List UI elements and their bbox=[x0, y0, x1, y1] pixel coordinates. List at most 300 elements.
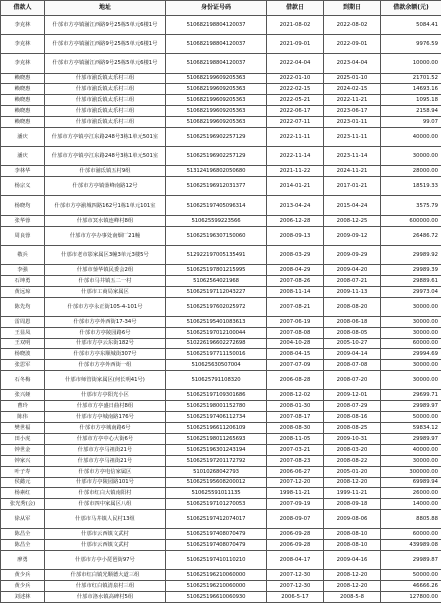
id-number-cell: 510682199609205363 bbox=[166, 84, 267, 95]
table-row bbox=[1, 73, 441, 84]
due-date-cell: 2025-01-10 bbox=[324, 73, 381, 84]
balance-cell: 26486.72 bbox=[381, 226, 441, 245]
address-cell: 什邡市蓥华镇民委会2组 bbox=[45, 264, 166, 275]
table-row bbox=[1, 423, 441, 434]
balance-cell: 10000.00 bbox=[381, 54, 441, 73]
due-date-cell: 2008-08-25 bbox=[324, 423, 381, 434]
loan-date-cell: 2008-09-13 bbox=[267, 226, 324, 245]
id-number-cell: 510625197408070479 bbox=[166, 529, 267, 540]
id-number-cell: 510625197012100044 bbox=[166, 327, 267, 338]
table-row bbox=[1, 338, 441, 349]
loan-date-cell: 2007-08-17 bbox=[267, 412, 324, 423]
table-row bbox=[1, 510, 441, 529]
borrower-cell: 杨宗义 bbox=[1, 177, 45, 196]
id-number-cell: 510625195608200012 bbox=[166, 477, 267, 488]
due-date-cell: 2024-11-21 bbox=[324, 166, 381, 177]
table-row bbox=[1, 177, 441, 196]
id-number-cell: 510625599223566 bbox=[166, 215, 267, 226]
loan-date-cell: 2008-04-29 bbox=[267, 264, 324, 275]
loan-date-cell: 2008-11-05 bbox=[267, 433, 324, 444]
due-date-cell: 2008-08-22 bbox=[324, 455, 381, 466]
address-cell: 什邡市湔氐镇太乐村三组 bbox=[45, 84, 166, 95]
address-cell: 什邡市方亭镇蓥峰南路12号 bbox=[45, 177, 166, 196]
address-cell: 什邡市方亭镇湔江西路9号25栋5单元6楼1号 bbox=[45, 54, 166, 73]
table-row bbox=[1, 433, 441, 444]
borrower-cell: 赖晓惠 bbox=[1, 95, 45, 106]
address-cell: 什邡市方亭镇湔江西路9号25栋5单元6楼1号 bbox=[45, 35, 166, 54]
table-row bbox=[1, 316, 441, 327]
loan-date-cell: 2021-09-01 bbox=[267, 35, 324, 54]
loan-date-cell: 2014-01-21 bbox=[267, 177, 324, 196]
due-date-cell: 2008-5-8 bbox=[324, 592, 381, 603]
id-number-cell: 510682198804120037 bbox=[166, 16, 267, 35]
balance-cell: 21701.52 bbox=[381, 73, 441, 84]
id-number-cell: 510682199609205363 bbox=[166, 73, 267, 84]
address-cell: 什邡市湔氐镇太乐村三组 bbox=[45, 73, 166, 84]
due-date-cell: 2008-12-20 bbox=[324, 570, 381, 581]
id-number-cell: 510226196602272698 bbox=[166, 338, 267, 349]
due-date-cell: 2022-09-01 bbox=[324, 35, 381, 54]
borrower-cell: 侯懿元 bbox=[1, 477, 45, 488]
address-cell: 什邡市方亭电信家属区 bbox=[45, 466, 166, 477]
loan-date-cell: 2007-09-19 bbox=[267, 499, 324, 510]
balance-cell: 14000.00 bbox=[381, 499, 441, 510]
table-row bbox=[1, 570, 441, 581]
table-row bbox=[1, 444, 441, 455]
due-date-cell: 2008-08-05 bbox=[324, 327, 381, 338]
table-row bbox=[1, 499, 441, 510]
balance-cell: 59834.12 bbox=[381, 423, 441, 434]
id-number-cell: 510625198011265693 bbox=[166, 433, 267, 444]
id-number-cell: 510625196307150060 bbox=[166, 226, 267, 245]
loan-date-cell: 2007-03-21 bbox=[267, 444, 324, 455]
borrower-cell: 刘述林 bbox=[1, 592, 45, 603]
due-date-cell: 2009-09-12 bbox=[324, 226, 381, 245]
table-row bbox=[1, 196, 441, 215]
id-number-cell: 510625197801215995 bbox=[166, 264, 267, 275]
borrower-cell: 陈昌全 bbox=[1, 529, 45, 540]
address-cell: 什邡市方亭盛日曲村8组 bbox=[45, 401, 166, 412]
due-date-cell: 2008-12-25 bbox=[324, 215, 381, 226]
balance-cell: 29989.87 bbox=[381, 551, 441, 570]
table-row bbox=[1, 95, 441, 106]
address-cell: 什邡市方亭马祖街21号 bbox=[45, 455, 166, 466]
borrower-cell: 张华蓉 bbox=[1, 215, 45, 226]
balance-cell: 30000.00 bbox=[381, 455, 441, 466]
borrower-cell: 杨素红 bbox=[1, 488, 45, 499]
borrower-cell: 赖晓惠 bbox=[1, 117, 45, 128]
id-number-cell: 510682199609205363 bbox=[166, 117, 267, 128]
table-row bbox=[1, 412, 441, 423]
borrower-cell: 石冬梅 bbox=[1, 371, 45, 390]
due-date-cell: 2009-09-29 bbox=[324, 245, 381, 264]
due-date-cell: 2008-08-10 bbox=[324, 529, 381, 540]
table-row bbox=[1, 286, 441, 297]
address-cell: 什邡市湔氐镇太乐村三组 bbox=[45, 117, 166, 128]
address-cell: 什邡市老市影家属区3幢3单元3楼5号 bbox=[45, 245, 166, 264]
table-row bbox=[1, 117, 441, 128]
table-row bbox=[1, 245, 441, 264]
borrower-cell: 张兴娅 bbox=[1, 390, 45, 401]
due-date-cell: 2015-04-24 bbox=[324, 196, 381, 215]
table-row bbox=[1, 275, 441, 286]
loan-date-cell: 2022-01-10 bbox=[267, 73, 324, 84]
id-number-cell: 510625196902257129 bbox=[166, 147, 267, 166]
address-cell: 什邡市方亭小琵琶街97号 bbox=[45, 551, 166, 570]
id-number-cell: 510625197406112734 bbox=[166, 412, 267, 423]
borrower-cell: 王双明 bbox=[1, 338, 45, 349]
borrower-cell: 黄少兵 bbox=[1, 570, 45, 581]
balance-cell: 300000.00 bbox=[381, 466, 441, 477]
id-number-cell: 513124196802050680 bbox=[166, 166, 267, 177]
borrower-cell: 陈伟 bbox=[1, 412, 45, 423]
id-number-cell: 510625197112043227 bbox=[166, 286, 267, 297]
address-cell: 什邡市师管街家属区(何长明41号) bbox=[45, 371, 166, 390]
id-number-cell: 510625196210060000 bbox=[166, 570, 267, 581]
borrower-cell: 杨晓均 bbox=[1, 196, 45, 215]
due-date-cell: 2005-01-20 bbox=[324, 466, 381, 477]
address-cell: 什邡市方亭镇湔江西路9号25栋5单元6楼1号 bbox=[45, 16, 166, 35]
table-row bbox=[1, 54, 441, 73]
borrower-cell: 潘庆 bbox=[1, 128, 45, 147]
header-row bbox=[1, 1, 441, 16]
loan-date-cell: 2008-11-14 bbox=[267, 286, 324, 297]
due-date-cell: 2008-12-20 bbox=[324, 581, 381, 592]
loan-date-cell: 2022-11-14 bbox=[267, 147, 324, 166]
borrower-cell: 王显凤 bbox=[1, 327, 45, 338]
balance-cell: 5084.41 bbox=[381, 16, 441, 35]
balance-cell: 69989.94 bbox=[381, 477, 441, 488]
borrower-cell: 周良蓉 bbox=[1, 226, 45, 245]
borrower-cell: 石坤勇 bbox=[1, 275, 45, 286]
loan-date-cell: 2004-10-28 bbox=[267, 338, 324, 349]
table-row bbox=[1, 455, 441, 466]
address-cell: 什邡市云西镇文武村 bbox=[45, 540, 166, 551]
borrower-cell: 张光秀(会) bbox=[1, 499, 45, 510]
table-row bbox=[1, 147, 441, 166]
id-number-cell: 510625197410110210 bbox=[166, 551, 267, 570]
due-date-cell: 2008-07-20 bbox=[324, 371, 381, 390]
borrower-cell: 叶子寿 bbox=[1, 466, 45, 477]
balance-cell: 30000.00 bbox=[381, 297, 441, 316]
borrower-cell: 雷周恩 bbox=[1, 316, 45, 327]
address-cell: 什邡市红白镇清泉村三组 bbox=[45, 581, 166, 592]
table-row bbox=[1, 106, 441, 117]
borrower-cell: 李克林 bbox=[1, 54, 45, 73]
header-due-date: 到期日 bbox=[324, 1, 381, 16]
borrower-cell: 钟世金 bbox=[1, 444, 45, 455]
due-date-cell: 2008-07-21 bbox=[324, 275, 381, 286]
loan-date-cell: 2008-04-15 bbox=[267, 349, 324, 360]
borrower-cell: 敬兵 bbox=[1, 245, 45, 264]
balance-cell: 30000.00 bbox=[381, 316, 441, 327]
balance-cell: 29989.92 bbox=[381, 245, 441, 264]
address-cell: 什邡市四中家属区八组 bbox=[45, 499, 166, 510]
balance-cell: 29889.61 bbox=[381, 275, 441, 286]
loan-date-cell: 2007-12-30 bbox=[267, 581, 324, 592]
id-number-cell: 510625198001152780 bbox=[166, 401, 267, 412]
borrower-cell: 陈先均 bbox=[1, 297, 45, 316]
address-cell: 什邡市方亭东顺城街307号 bbox=[45, 349, 166, 360]
loan-date-cell: 2008-01-30 bbox=[267, 401, 324, 412]
loan-date-cell: 2007-08-08 bbox=[267, 327, 324, 338]
loan-date-cell: 2007-06-19 bbox=[267, 316, 324, 327]
address-cell: 什邡市方亭湔城四路162号1栋1单元101室 bbox=[45, 196, 166, 215]
due-date-cell: 2008-06-18 bbox=[324, 316, 381, 327]
table-row bbox=[1, 215, 441, 226]
address-cell: 什邡市方亭中心大街6号 bbox=[45, 433, 166, 444]
due-date-cell: 2023-01-11 bbox=[324, 117, 381, 128]
borrower-cell: 张思军 bbox=[1, 360, 45, 371]
borrower-cell: 钟家兴 bbox=[1, 455, 45, 466]
address-cell: 什邡市方亭外西街17-34号 bbox=[45, 316, 166, 327]
loan-date-cell: 2022-11-11 bbox=[267, 128, 324, 147]
balance-cell: 2158.94 bbox=[381, 106, 441, 117]
loan-date-cell: 1998-11-21 bbox=[267, 488, 324, 499]
loan-date-cell: 2006-12-28 bbox=[267, 215, 324, 226]
table-row bbox=[1, 264, 441, 275]
table-row bbox=[1, 592, 441, 603]
balance-cell: 18519.33 bbox=[381, 177, 441, 196]
table-row bbox=[1, 84, 441, 95]
balance-cell: 14693.16 bbox=[381, 84, 441, 95]
borrower-cell: 李克林 bbox=[1, 16, 45, 35]
id-number-cell: 510682198804120037 bbox=[166, 35, 267, 54]
loan-date-cell: 2008-09-07 bbox=[267, 510, 324, 529]
header-loan-date: 借款日 bbox=[267, 1, 324, 16]
due-date-cell: 2008-12-20 bbox=[324, 477, 381, 488]
balance-cell: 8805.88 bbox=[381, 510, 441, 529]
due-date-cell: 2008-08-10 bbox=[324, 540, 381, 551]
address-cell: 什邡市马井镇人民村13组 bbox=[45, 510, 166, 529]
due-date-cell: 2023-04-04 bbox=[324, 54, 381, 73]
due-date-cell: 2009-11-13 bbox=[324, 286, 381, 297]
balance-cell: 439989.08 bbox=[381, 540, 441, 551]
balance-cell: 30000.00 bbox=[381, 360, 441, 371]
balance-cell: 30000.00 bbox=[381, 327, 441, 338]
table-row bbox=[1, 401, 441, 412]
loan-date-cell: 2021-11-22 bbox=[267, 166, 324, 177]
loan-date-cell: 2006-08-28 bbox=[267, 371, 324, 390]
address-cell: 什邡市冥水镇连峰村8组 bbox=[45, 215, 166, 226]
header-address: 地址 bbox=[45, 1, 166, 16]
table-row bbox=[1, 466, 441, 477]
balance-cell: 9976.59 bbox=[381, 35, 441, 54]
due-date-cell: 2009-10-31 bbox=[324, 433, 381, 444]
borrower-cell: 徐从军 bbox=[1, 510, 45, 529]
balance-cell: 127800.00 bbox=[381, 592, 441, 603]
id-number-cell: 510625197201172792 bbox=[166, 455, 267, 466]
due-date-cell: 2022-08-02 bbox=[324, 16, 381, 35]
balance-cell: 50000.00 bbox=[381, 412, 441, 423]
loan-date-cell: 2022-07-11 bbox=[267, 117, 324, 128]
address-cell: 什邡市方亭马祖街21号 bbox=[45, 444, 166, 455]
balance-cell: 29699.71 bbox=[381, 390, 441, 401]
due-date-cell: 2009-08-06 bbox=[324, 510, 381, 529]
balance-cell: 600000.00 bbox=[381, 215, 441, 226]
due-date-cell: 2009-12-01 bbox=[324, 390, 381, 401]
balance-cell: 99.07 bbox=[381, 117, 441, 128]
table-row bbox=[1, 35, 441, 54]
id-number-cell: 510625197711150016 bbox=[166, 349, 267, 360]
loan-date-cell: 2006-06-27 bbox=[267, 466, 324, 477]
borrower-cell: 赖晓惠 bbox=[1, 73, 45, 84]
table-row bbox=[1, 540, 441, 551]
address-cell: 什邡市方亭镇亭江东路248号3栋1单元501室 bbox=[45, 147, 166, 166]
balance-cell: 26000.00 bbox=[381, 488, 441, 499]
balance-cell: 30000.00 bbox=[381, 147, 441, 166]
balance-cell: 60000.00 bbox=[381, 529, 441, 540]
balance-cell: 3575.79 bbox=[381, 196, 441, 215]
table-row bbox=[1, 581, 441, 592]
borrower-cell: 潘庆 bbox=[1, 147, 45, 166]
due-date-cell: 2023-06-17 bbox=[324, 106, 381, 117]
id-number-cell: 510625630507004 bbox=[166, 360, 267, 371]
id-number-cell: 512922197005135491 bbox=[166, 245, 267, 264]
id-number-cell: 510625196912031377 bbox=[166, 177, 267, 196]
loan-date-cell: 2022-04-04 bbox=[267, 54, 324, 73]
address-cell: 什邡市方亭云东街182号 bbox=[45, 338, 166, 349]
due-date-cell: 2008-09-18 bbox=[324, 499, 381, 510]
loan-date-cell: 2006-09-28 bbox=[267, 540, 324, 551]
due-date-cell: 2009-04-20 bbox=[324, 264, 381, 275]
due-date-cell: 2009-04-14 bbox=[324, 349, 381, 360]
id-number-cell: 510625196902257129 bbox=[166, 128, 267, 147]
id-number-cell: 510625197405096314 bbox=[166, 196, 267, 215]
balance-cell: 30000.00 bbox=[381, 371, 441, 390]
table-row bbox=[1, 488, 441, 499]
borrower-cell: 田小虎 bbox=[1, 433, 45, 444]
id-number-cell: 510625197602025972 bbox=[166, 297, 267, 316]
loan-date-cell: 2022-06-17 bbox=[267, 106, 324, 117]
id-number-cell: 510625591011135 bbox=[166, 488, 267, 499]
due-date-cell: 2005-10-27 bbox=[324, 338, 381, 349]
id-number-cell: 510625195401083613 bbox=[166, 316, 267, 327]
address-cell: 什邡市方亭城南路6号 bbox=[45, 423, 166, 434]
loan-date-cell: 2021-08-02 bbox=[267, 16, 324, 35]
borrower-cell: 樊世福 bbox=[1, 423, 45, 434]
id-number-cell: 510625197109301686 bbox=[166, 390, 267, 401]
balance-cell: 60000.00 bbox=[381, 338, 441, 349]
address-cell: 什邡市方亭阳光小区 bbox=[45, 390, 166, 401]
address-cell: 什邡市方亭镇亭江东路248号3栋1单元501室 bbox=[45, 128, 166, 147]
due-date-cell: 2022-11-21 bbox=[324, 95, 381, 106]
table-row bbox=[1, 297, 441, 316]
address-cell: 什邡市湔氐镇太乐村三组 bbox=[45, 95, 166, 106]
id-number-cell: 510682198804120037 bbox=[166, 54, 267, 73]
address-cell: 什邡市方亭办事处南烟厂21幢 bbox=[45, 226, 166, 245]
loan-date-cell: 2022-05-21 bbox=[267, 95, 324, 106]
table-row bbox=[1, 360, 441, 371]
header-borrower: 借款人 bbox=[1, 1, 45, 16]
balance-cell: 40000.00 bbox=[381, 128, 441, 147]
due-date-cell: 2024-02-15 bbox=[324, 84, 381, 95]
due-date-cell: 2008-08-20 bbox=[324, 297, 381, 316]
header-balance: 借款余额(元) bbox=[381, 1, 441, 16]
balance-cell: 29973.04 bbox=[381, 286, 441, 297]
address-cell: 什邡市方亭外西街一组 bbox=[45, 360, 166, 371]
loan-date-cell: 2006-09-28 bbox=[267, 529, 324, 540]
due-date-cell: 2017-01-21 bbox=[324, 177, 381, 196]
address-cell: 什邡市云西镇文武村 bbox=[45, 529, 166, 540]
table-row bbox=[1, 128, 441, 147]
due-date-cell: 2009-04-16 bbox=[324, 551, 381, 570]
id-number-cell: 51062564021968 bbox=[166, 275, 267, 286]
borrower-cell: 李克林 bbox=[1, 35, 45, 54]
id-number-cell: 51010268042793 bbox=[166, 466, 267, 477]
balance-cell: 29989.39 bbox=[381, 264, 441, 275]
loan-date-cell: 2006-5-17 bbox=[267, 592, 324, 603]
table-row bbox=[1, 477, 441, 488]
balance-cell: 29989.97 bbox=[381, 433, 441, 444]
borrower-cell: 杨晓波 bbox=[1, 349, 45, 360]
borrower-cell: 曹玲 bbox=[1, 401, 45, 412]
loan-date-cell: 2008-12-02 bbox=[267, 390, 324, 401]
loan-date-cell: 2007-12-20 bbox=[267, 477, 324, 488]
balance-cell: 1095.18 bbox=[381, 95, 441, 106]
loan-date-cell: 2008-04-17 bbox=[267, 551, 324, 570]
borrower-cell: 黄远琼 bbox=[1, 286, 45, 297]
borrower-cell: 黄少兵 bbox=[1, 581, 45, 592]
address-cell: 什邡市方亭城南路176号 bbox=[45, 412, 166, 423]
balance-cell: 29989.97 bbox=[381, 401, 441, 412]
address-cell: 什邡市马井镇五二一村 bbox=[45, 275, 166, 286]
address-cell: 什邡市湔氐镇五村9组 bbox=[45, 166, 166, 177]
loan-date-cell: 2007-07-09 bbox=[267, 360, 324, 371]
id-number-cell: 510682199609205363 bbox=[166, 95, 267, 106]
due-date-cell: 1999-11-21 bbox=[324, 488, 381, 499]
borrower-cell: 廖勇 bbox=[1, 551, 45, 570]
table-body bbox=[1, 16, 441, 603]
loan-date-cell: 2013-04-24 bbox=[267, 196, 324, 215]
table-row bbox=[1, 390, 441, 401]
id-number-cell: 510625196210060000 bbox=[166, 581, 267, 592]
loan-date-cell: 2008-03-29 bbox=[267, 245, 324, 264]
address-cell: 什邡市方亭陵园路101号 bbox=[45, 477, 166, 488]
id-number-cell: 510625197101270053 bbox=[166, 499, 267, 510]
header-id-number: 身份证号码 bbox=[166, 1, 267, 16]
due-date-cell: 2008-07-08 bbox=[324, 360, 381, 371]
table-row bbox=[1, 371, 441, 390]
table-row bbox=[1, 166, 441, 177]
borrower-cell: 赖晓惠 bbox=[1, 84, 45, 95]
address-cell: 什邡市方亭陵园路6号 bbox=[45, 327, 166, 338]
balance-cell: 46666.26 bbox=[381, 581, 441, 592]
balance-cell: 28000.00 bbox=[381, 166, 441, 177]
id-number-cell: 510625791108320 bbox=[166, 371, 267, 390]
balance-cell: 50000.00 bbox=[381, 570, 441, 581]
borrower-cell: 陈昌全 bbox=[1, 540, 45, 551]
loan-date-cell: 2008-08-30 bbox=[267, 423, 324, 434]
id-number-cell: 510625196301243194 bbox=[166, 444, 267, 455]
due-date-cell: 2008-08-16 bbox=[324, 412, 381, 423]
address-cell: 什邡市工商局家属区 bbox=[45, 286, 166, 297]
due-date-cell: 2008-07-29 bbox=[324, 401, 381, 412]
loan-date-cell: 2007-08-23 bbox=[267, 455, 324, 466]
loan-date-cell: 2007-08-21 bbox=[267, 297, 324, 316]
table-row bbox=[1, 529, 441, 540]
table-row bbox=[1, 327, 441, 338]
id-number-cell: 510625196611206109 bbox=[166, 423, 267, 434]
borrower-cell: 赖晓惠 bbox=[1, 106, 45, 117]
due-date-cell: 2008-03-20 bbox=[324, 444, 381, 455]
loan-date-cell: 2007-08-26 bbox=[267, 275, 324, 286]
table-row bbox=[1, 226, 441, 245]
table-row bbox=[1, 551, 441, 570]
table-row bbox=[1, 349, 441, 360]
balance-cell: 40000.00 bbox=[381, 444, 441, 455]
due-date-cell: 2023-11-14 bbox=[324, 147, 381, 166]
